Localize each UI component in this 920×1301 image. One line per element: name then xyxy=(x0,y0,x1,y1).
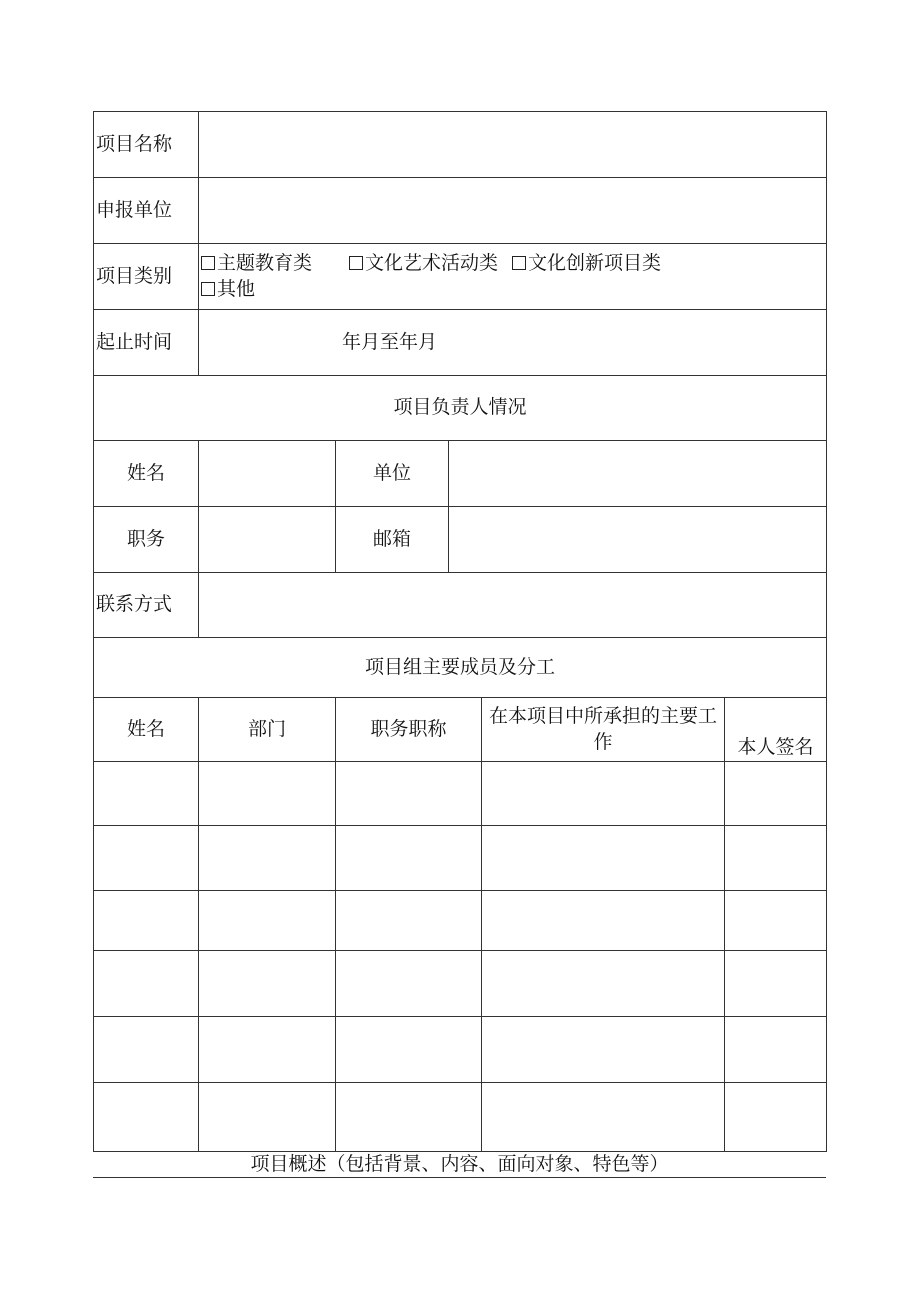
member-row xyxy=(94,891,827,951)
member-department-cell[interactable] xyxy=(199,951,336,1017)
project-name-row xyxy=(94,112,827,178)
member-row xyxy=(94,762,827,826)
category-option-culture-art[interactable] xyxy=(349,251,498,277)
member-name-cell[interactable] xyxy=(94,891,199,951)
applicant-unit-field[interactable] xyxy=(199,178,827,244)
member-work-cell[interactable] xyxy=(482,762,725,826)
leader-position-label: 职务 xyxy=(94,507,199,573)
member-name-cell[interactable] xyxy=(94,1083,199,1152)
member-work-cell[interactable] xyxy=(482,1017,725,1083)
member-department-cell[interactable] xyxy=(199,826,336,891)
application-form-table xyxy=(93,111,827,1152)
member-signature-cell[interactable] xyxy=(725,1083,827,1152)
member-name-cell[interactable] xyxy=(94,826,199,891)
members-header-work: 在本项目中所承担的主要工作 xyxy=(482,698,725,762)
checkbox-icon[interactable] xyxy=(512,256,526,270)
member-row xyxy=(94,826,827,891)
leader-contact-label: 联系方式 xyxy=(94,573,199,638)
category-option-label: 主题教育类 xyxy=(217,251,313,274)
category-option-label: 文化艺术活动类 xyxy=(365,251,499,274)
member-work-cell[interactable] xyxy=(482,1083,725,1152)
member-title-cell[interactable] xyxy=(336,1083,482,1152)
applicant-unit-row xyxy=(94,178,827,244)
leader-name-row xyxy=(94,441,827,507)
leader-unit-label: 单位 xyxy=(336,441,449,507)
category-options xyxy=(199,244,827,310)
member-row xyxy=(94,1083,827,1152)
members-header-title: 职务职称 xyxy=(336,698,482,762)
member-title-cell[interactable] xyxy=(336,826,482,891)
member-row xyxy=(94,951,827,1017)
category-row xyxy=(94,244,827,310)
project-overview-label: 项目概述（包括背景、内容、面向对象、特色等） xyxy=(93,1151,826,1178)
leader-section-title: 项目负责人情况 xyxy=(94,376,827,441)
member-name-cell[interactable] xyxy=(94,1017,199,1083)
leader-name-field[interactable] xyxy=(199,441,336,507)
period-row xyxy=(94,310,827,376)
leader-position-row xyxy=(94,507,827,573)
members-section-row xyxy=(94,638,827,698)
project-name-label: 项目名称 xyxy=(94,112,199,178)
members-header-signature: 本人签名 xyxy=(725,698,827,762)
leader-name-label: 姓名 xyxy=(94,441,199,507)
member-work-cell[interactable] xyxy=(482,891,725,951)
period-field[interactable]: 年月至年月 xyxy=(199,310,827,376)
members-header-name: 姓名 xyxy=(94,698,199,762)
member-signature-cell[interactable] xyxy=(725,951,827,1017)
leader-contact-row xyxy=(94,573,827,638)
member-signature-cell[interactable] xyxy=(725,1017,827,1083)
member-work-cell[interactable] xyxy=(482,826,725,891)
leader-contact-field[interactable] xyxy=(199,573,827,638)
member-signature-cell[interactable] xyxy=(725,891,827,951)
member-title-cell[interactable] xyxy=(336,1017,482,1083)
leader-position-field[interactable] xyxy=(199,507,336,573)
member-title-cell[interactable] xyxy=(336,762,482,826)
leader-email-label: 邮箱 xyxy=(336,507,449,573)
member-row xyxy=(94,1017,827,1083)
member-name-cell[interactable] xyxy=(94,762,199,826)
member-department-cell[interactable] xyxy=(199,1017,336,1083)
member-name-cell[interactable] xyxy=(94,951,199,1017)
category-option-other[interactable] xyxy=(201,277,255,303)
checkbox-icon[interactable] xyxy=(201,256,215,270)
members-header-row xyxy=(94,698,827,762)
member-department-cell[interactable] xyxy=(199,762,336,826)
member-title-cell[interactable] xyxy=(336,891,482,951)
category-label: 项目类别 xyxy=(94,244,199,310)
member-title-cell[interactable] xyxy=(336,951,482,1017)
category-option-theme-education[interactable] xyxy=(201,251,312,277)
members-section-title: 项目组主要成员及分工 xyxy=(94,638,827,698)
members-header-department: 部门 xyxy=(199,698,336,762)
category-option-label: 文化创新项目类 xyxy=(528,251,662,274)
member-department-cell[interactable] xyxy=(199,891,336,951)
leader-email-field[interactable] xyxy=(449,507,827,573)
leader-section-row xyxy=(94,376,827,441)
checkbox-icon[interactable] xyxy=(201,282,215,296)
applicant-unit-label: 申报单位 xyxy=(94,178,199,244)
period-label: 起止时间 xyxy=(94,310,199,376)
checkbox-icon[interactable] xyxy=(349,256,363,270)
leader-unit-field[interactable] xyxy=(449,441,827,507)
member-work-cell[interactable] xyxy=(482,951,725,1017)
member-signature-cell[interactable] xyxy=(725,826,827,891)
member-signature-cell[interactable] xyxy=(725,762,827,826)
member-department-cell[interactable] xyxy=(199,1083,336,1152)
category-option-label: 其他 xyxy=(217,277,256,300)
project-name-field[interactable] xyxy=(199,112,827,178)
category-option-culture-innovation[interactable] xyxy=(512,251,661,277)
